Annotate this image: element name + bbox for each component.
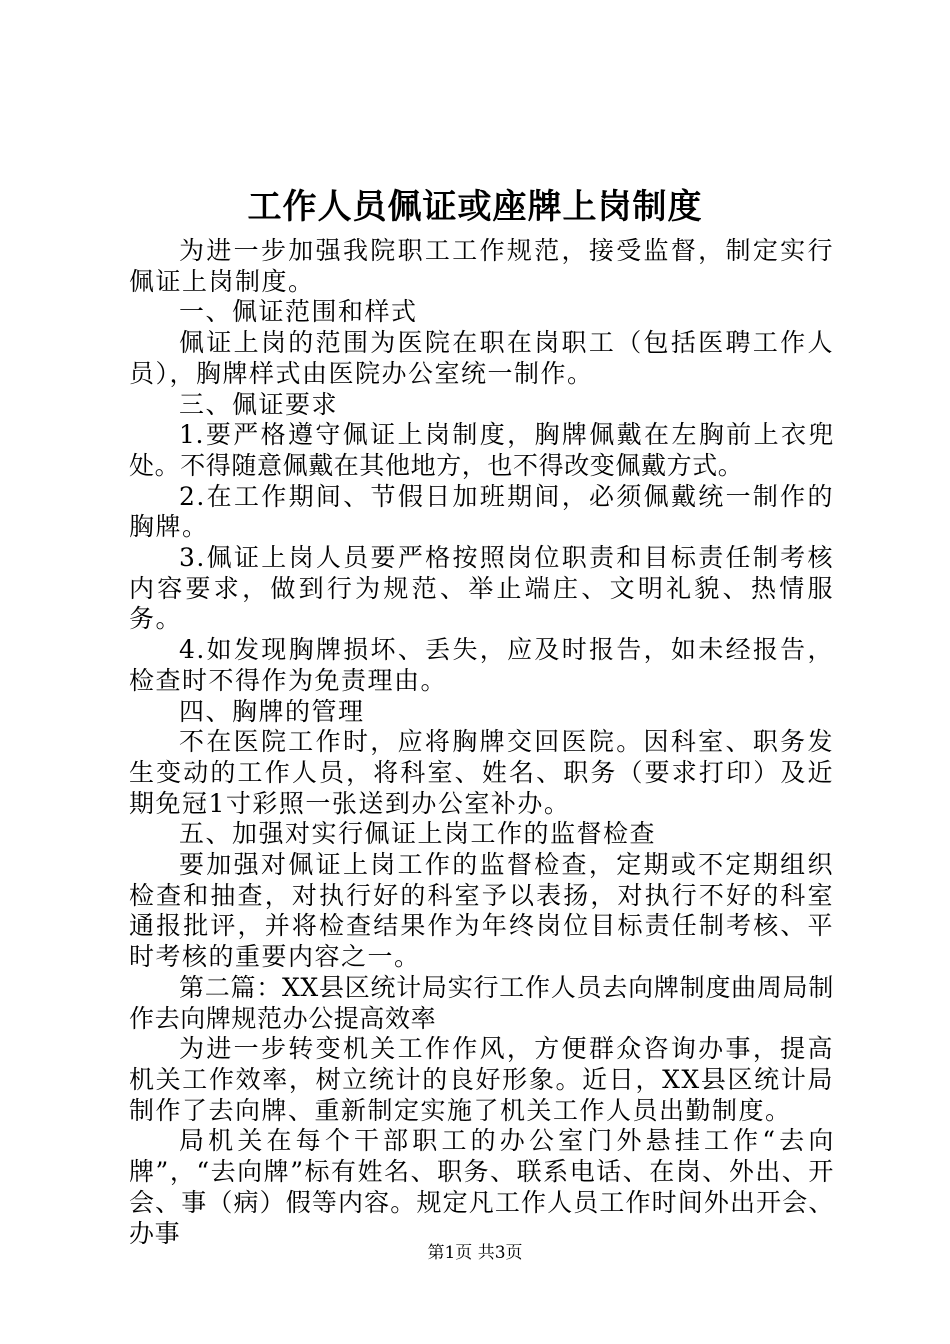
document-title: 工作人员佩证或座牌上岗制度 <box>247 187 703 227</box>
document-body <box>129 236 834 1249</box>
heading-management: 四、胸牌的管理 <box>179 696 365 726</box>
heading-requirements: 三、佩证要求 <box>179 389 339 419</box>
paragraph-part-two-details: 局机关在每个干部职工的办公室门外悬挂工作“去向牌”，“去向牌”标有姓名、职务、联系电话、在岗、外出、开会、事（病）假等内容。规定凡工作人员工作时间外出开会、办事 <box>129 1126 834 1248</box>
paragraph-requirement-4: 4.如发现胸牌损坏、丢失，应及时报告，如未经报告，检查时不得作为免责理由。 <box>129 635 834 695</box>
paragraph-intro: 为进一步加强我院职工工作规范，接受监督，制定实行佩证上岗制度。 <box>129 236 834 296</box>
paragraph-supervision: 要加强对佩证上岗工作的监督检查，定期或不定期组织检查和抽查，对执行好的科室予以表扬，对执行不好的科室通报批评，并将检查结果作为年终岗位目标责任制考核、平时考核的重要内容之一。 <box>129 850 834 972</box>
paragraph-requirement-1: 1.要严格遵守佩证上岗制度，胸牌佩戴在左胸前上衣兜处。不得随意佩戴在其他地方，也不得改变佩戴方式。 <box>129 420 834 480</box>
heading-scope: 一、佩证范围和样式 <box>179 297 418 327</box>
paragraph-requirement-2: 2.在工作期间、节假日加班期间，必须佩戴统一制作的胸牌。 <box>129 481 834 542</box>
heading-supervision: 五、加强对实行佩证上岗工作的监督检查 <box>179 819 657 849</box>
paragraph-requirement-3: 3.佩证上岗人员要严格按照岗位职责和目标责任制考核内容要求，做到行为规范、举止端庄、文明礼貌、热情服务。 <box>129 543 834 634</box>
page-number: 第1页 共3页 <box>427 1243 523 1263</box>
heading-part-two: 第二篇：XX县区统计局实行工作人员去向牌制度曲周局制作去向牌规范办公提高效率 <box>129 972 834 1033</box>
paragraph-management: 不在医院工作时，应将胸牌交回医院。因科室、职务发生变动的工作人员，将科室、姓名、职务（要求打印）及近期免冠1寸彩照一张送到办公室补办。 <box>129 727 834 818</box>
paragraph-scope: 佩证上岗的范围为医院在职在岗职工（包括医聘工作人员），胸牌样式由医院办公室统一制作。 <box>129 328 834 388</box>
paragraph-part-two-intro: 为进一步转变机关工作作风，方便群众咨询办事，提高机关工作效率，树立统计的良好形象。近日，XX县区统计局制作了去向牌、重新制定实施了机关工作人员出勤制度。 <box>129 1034 834 1125</box>
